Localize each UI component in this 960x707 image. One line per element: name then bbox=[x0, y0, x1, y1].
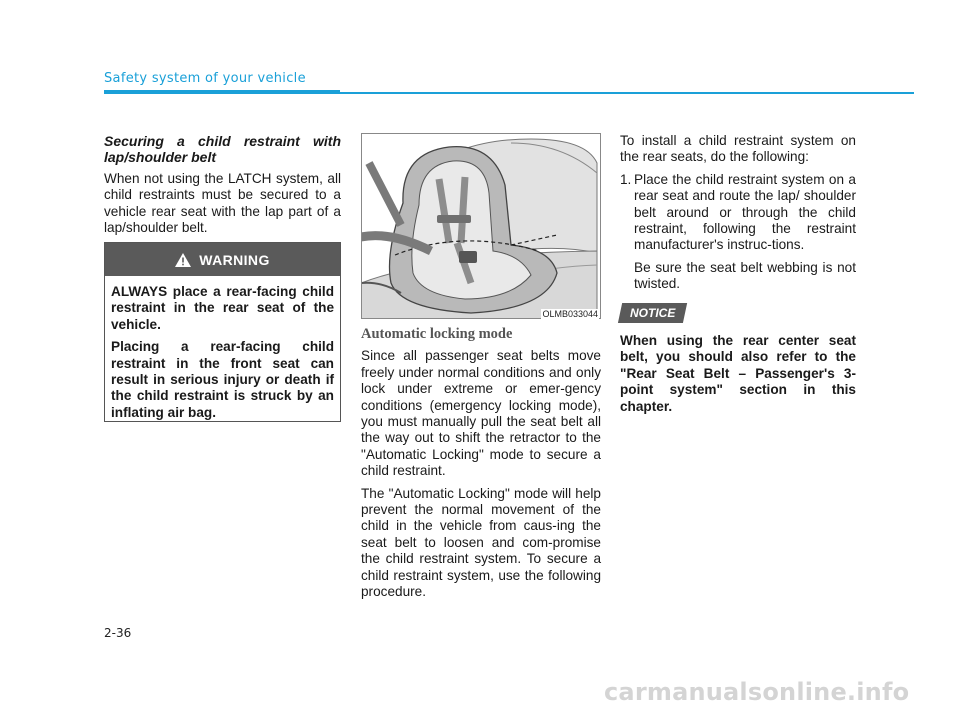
subheading-securing-child-restraint: Securing a child restraint with lap/shoulder belt bbox=[104, 133, 341, 165]
child-seat-illustration-icon bbox=[361, 133, 601, 319]
warning-triangle-icon bbox=[175, 253, 191, 267]
child-seat-figure bbox=[361, 133, 601, 319]
paragraph-install-intro: To install a child restraint system on the rear seats, do the following: bbox=[620, 133, 856, 165]
paragraph-automatic-locking-2: The "Automatic Locking" mode will help prevent the normal movement of the child in the vehicle from caus-ing the seat belt to loosen and com-promise the child restraint system. To secure a child restraint system, use the following procedure. bbox=[361, 485, 601, 600]
notice-badge bbox=[618, 303, 688, 323]
paragraph-latch: When not using the LATCH system, all child restraints must be secured to a vehicle rear seat with the lap part of a lap/shoulder belt. bbox=[104, 171, 341, 236]
warning-header bbox=[105, 243, 340, 276]
header-rule-thick bbox=[104, 90, 340, 94]
column-left bbox=[104, 133, 341, 243]
list-item-number: 1. bbox=[620, 171, 632, 187]
list-item-step-1 bbox=[620, 172, 856, 254]
header-rule-thin bbox=[340, 92, 914, 94]
watermark: carmanualsonline.info bbox=[604, 678, 910, 706]
warning-box bbox=[104, 242, 341, 422]
list-item-text: Place the child restraint system on a rear seat and route the lap/ shoulder belt around or through the child restraint, following the restraint manufacturer's instruc-tions. bbox=[634, 171, 856, 253]
section-title: Safety system of your vehicle bbox=[104, 71, 306, 86]
column-middle bbox=[361, 326, 601, 607]
paragraph-webbing-note: Be sure the seat belt webbing is not twisted. bbox=[634, 259, 856, 292]
figure-code: OLMB033044 bbox=[542, 309, 598, 319]
warning-paragraph-2: Placing a rear-facing child restraint in the front seat can result in serious injury or death if the child restraint is struck by an inflating air bag. bbox=[111, 339, 334, 420]
page-number: 2-36 bbox=[104, 626, 132, 640]
warning-body bbox=[105, 276, 340, 421]
notice-text: When using the rear center seat belt, you should also refer to the "Rear Seat Belt – Passenger's 3-point system" section in this chapter. bbox=[620, 333, 856, 414]
paragraph-automatic-locking-1: Since all passenger seat belts move freely under normal conditions and only lock under extreme or emer-gency conditions (emergency locking mode), you must manually pull the seat belt all the way out to shift the retractor to the "Automatic Locking" mode to secure a child restraint. bbox=[361, 348, 601, 479]
column-right bbox=[620, 133, 856, 421]
warning-label: WARNING bbox=[199, 251, 270, 268]
heading-automatic-locking-mode: Automatic locking mode bbox=[361, 326, 513, 342]
notice-label: NOTICE bbox=[630, 305, 676, 320]
warning-paragraph-1: ALWAYS place a rear-facing child restraint in the rear seat of the vehicle. bbox=[111, 284, 334, 332]
